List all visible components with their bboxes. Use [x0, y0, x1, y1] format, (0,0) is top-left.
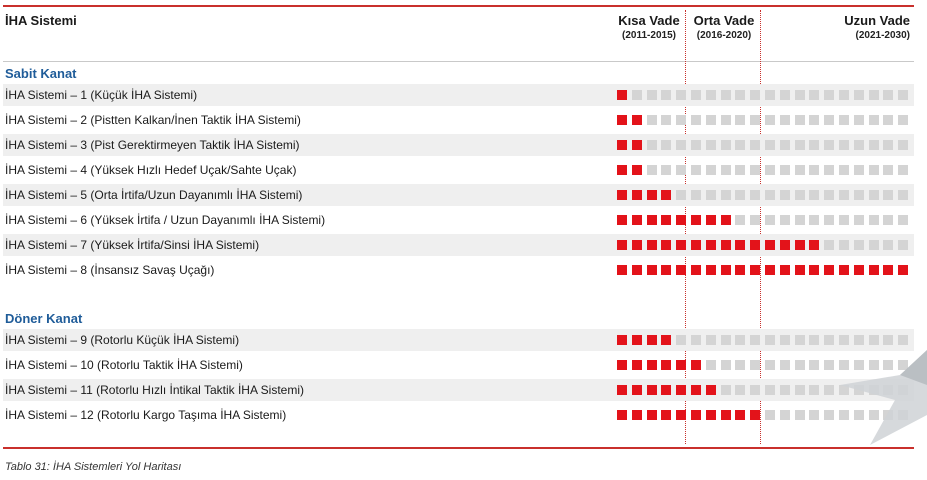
header-divider	[3, 61, 914, 62]
timeline-cell-inactive	[780, 190, 790, 200]
timeline-cell-active	[676, 215, 686, 225]
timeline-cell-active	[676, 385, 686, 395]
timeline-cell-inactive	[839, 90, 849, 100]
timeline-cell-inactive	[735, 165, 745, 175]
timeline-cell-active	[632, 165, 642, 175]
timeline-cell-inactive	[750, 140, 760, 150]
timeline-cell-inactive	[765, 215, 775, 225]
timeline-cell-inactive	[869, 335, 879, 345]
timeline-cell-active	[676, 265, 686, 275]
timeline-cell-active	[632, 215, 642, 225]
timeline-cell-inactive	[735, 385, 745, 395]
timeline-cell-inactive	[647, 115, 657, 125]
timeline-cell-inactive	[735, 90, 745, 100]
timeline-cell-inactive	[898, 240, 908, 250]
system-label: İHA Sistemi – 12 (Rotorlu Kargo Taşıma İHA Sistemi)	[5, 408, 287, 422]
timeline-cell-inactive	[824, 90, 834, 100]
timeline-cell-inactive	[824, 190, 834, 200]
table-row	[3, 404, 914, 426]
timeline-cell-active	[809, 265, 819, 275]
timeline-cell-active	[824, 265, 834, 275]
timeline-cell-inactive	[809, 115, 819, 125]
timeline-cell-inactive	[883, 190, 893, 200]
timeline-cell-inactive	[795, 335, 805, 345]
timeline-cell-inactive	[765, 335, 775, 345]
timeline-cell-inactive	[795, 115, 805, 125]
timeline-cell-inactive	[691, 90, 701, 100]
timeline-cell-active	[661, 385, 671, 395]
timeline-cell-inactive	[869, 165, 879, 175]
phase-name: Orta Vade	[693, 13, 755, 28]
timeline-cell-inactive	[735, 115, 745, 125]
timeline-cell-active	[765, 240, 775, 250]
timeline-cell-inactive	[883, 240, 893, 250]
section-title-rotary-wing: Döner Kanat	[5, 311, 83, 326]
timeline-cell-inactive	[676, 165, 686, 175]
timeline-cell-active	[617, 140, 627, 150]
timeline-cell-active	[691, 240, 701, 250]
timeline-cell-inactive	[721, 165, 731, 175]
timeline-cell-active	[617, 240, 627, 250]
system-label: İHA Sistemi – 5 (Orta İrtifa/Uzun Dayanımlı İHA Sistemi)	[5, 188, 303, 202]
timeline-cell-active	[661, 410, 671, 420]
timeline-cell-active	[706, 240, 716, 250]
timeline-cell-inactive	[706, 90, 716, 100]
timeline-cell-active	[676, 410, 686, 420]
timeline-cell-inactive	[898, 115, 908, 125]
timeline-cell-inactive	[824, 360, 834, 370]
timeline-cell-inactive	[780, 115, 790, 125]
system-label: İHA Sistemi – 8 (İnsansız Savaş Uçağı)	[5, 263, 215, 277]
timeline-cell-inactive	[750, 360, 760, 370]
timeline-cell-active	[883, 265, 893, 275]
timeline-cell-inactive	[809, 190, 819, 200]
timeline-cell-inactive	[795, 360, 805, 370]
timeline-cell-active	[765, 265, 775, 275]
bottom-red-rule	[3, 447, 914, 449]
timeline-cell-inactive	[795, 215, 805, 225]
timeline-cell-inactive	[839, 335, 849, 345]
timeline-cell-inactive	[647, 140, 657, 150]
timeline-cell-active	[661, 240, 671, 250]
timeline-cell-inactive	[854, 165, 864, 175]
timeline-cell-inactive	[780, 140, 790, 150]
timeline-cell-inactive	[809, 335, 819, 345]
timeline-cell-inactive	[824, 335, 834, 345]
timeline-cell-active	[780, 265, 790, 275]
timeline-cell-inactive	[661, 90, 671, 100]
timeline-cell-inactive	[824, 410, 834, 420]
timeline-cell-inactive	[661, 140, 671, 150]
timeline-cell-active	[706, 265, 716, 275]
system-label: İHA Sistemi – 3 (Pist Gerektirmeyen Taktik İHA Sistemi)	[5, 138, 300, 152]
timeline-cell-inactive	[809, 215, 819, 225]
timeline-cell-inactive	[647, 90, 657, 100]
phase-years: (2011-2015)	[622, 30, 676, 41]
phase-name: Uzun Vade	[844, 13, 910, 28]
timeline-cell-inactive	[795, 90, 805, 100]
timeline-cell-active	[647, 190, 657, 200]
timeline-cell-active	[661, 360, 671, 370]
timeline-cell-inactive	[883, 115, 893, 125]
timeline-cell-active	[647, 215, 657, 225]
timeline-cell-inactive	[765, 385, 775, 395]
table-row	[3, 184, 914, 206]
timeline-cell-inactive	[691, 115, 701, 125]
timeline-cell-inactive	[824, 140, 834, 150]
timeline-cell-active	[617, 335, 627, 345]
timeline-cell-inactive	[735, 190, 745, 200]
timeline-cell-active	[750, 265, 760, 275]
timeline-cell-inactive	[765, 410, 775, 420]
table-row	[3, 354, 914, 376]
phase-header-long-term	[790, 13, 910, 43]
timeline-cell-inactive	[869, 115, 879, 125]
timeline-cells	[617, 335, 917, 345]
timeline-cell-inactive	[750, 385, 760, 395]
timeline-cell-inactive	[869, 240, 879, 250]
timeline-cell-active	[691, 410, 701, 420]
timeline-cell-active	[898, 265, 908, 275]
timeline-cell-active	[617, 115, 627, 125]
timeline-cell-active	[869, 265, 879, 275]
table-row	[3, 109, 914, 131]
system-label: İHA Sistemi – 11 (Rotorlu Hızlı İntikal Taktik İHA Sistemi)	[5, 383, 304, 397]
timeline-cell-inactive	[795, 410, 805, 420]
timeline-cell-inactive	[854, 215, 864, 225]
timeline-cell-active	[691, 385, 701, 395]
timeline-cell-inactive	[780, 410, 790, 420]
system-label: İHA Sistemi – 7 (Yüksek İrtifa/Sinsi İHA Sistemi)	[5, 238, 260, 252]
phase-years: (2021-2030)	[855, 30, 910, 41]
timeline-cell-inactive	[898, 190, 908, 200]
timeline-cells	[617, 190, 917, 200]
timeline-cells	[617, 240, 917, 250]
timeline-cells	[617, 165, 917, 175]
timeline-cell-inactive	[750, 115, 760, 125]
timeline-cell-inactive	[765, 360, 775, 370]
timeline-cell-active	[617, 90, 627, 100]
timeline-cell-inactive	[839, 215, 849, 225]
timeline-cell-inactive	[721, 385, 731, 395]
timeline-cell-inactive	[780, 385, 790, 395]
section-title-fixed-wing: Sabit Kanat	[5, 66, 77, 81]
timeline-cell-inactive	[839, 165, 849, 175]
timeline-cell-inactive	[824, 240, 834, 250]
timeline-cell-inactive	[721, 190, 731, 200]
timeline-cell-inactive	[780, 165, 790, 175]
timeline-cell-active	[691, 360, 701, 370]
timeline-cell-inactive	[721, 90, 731, 100]
table-row	[3, 259, 914, 281]
timeline-cell-inactive	[691, 140, 701, 150]
timeline-cell-inactive	[721, 360, 731, 370]
timeline-cell-active	[617, 190, 627, 200]
timeline-cell-inactive	[706, 360, 716, 370]
timeline-cell-inactive	[869, 90, 879, 100]
timeline-cell-active	[647, 265, 657, 275]
timeline-cell-inactive	[735, 335, 745, 345]
table-row	[3, 159, 914, 181]
timeline-cell-inactive	[765, 165, 775, 175]
table-row	[3, 329, 914, 351]
timeline-cell-inactive	[854, 90, 864, 100]
timeline-cell-inactive	[839, 115, 849, 125]
timeline-cell-inactive	[750, 165, 760, 175]
timeline-cell-inactive	[706, 190, 716, 200]
timeline-cell-inactive	[721, 115, 731, 125]
timeline-cell-active	[721, 265, 731, 275]
timeline-cell-active	[617, 215, 627, 225]
timeline-cell-active	[706, 215, 716, 225]
timeline-cell-inactive	[883, 335, 893, 345]
aircraft-silhouette-icon	[840, 345, 927, 445]
timeline-cell-active	[809, 240, 819, 250]
timeline-cell-inactive	[706, 335, 716, 345]
timeline-cell-active	[632, 190, 642, 200]
phase-years: (2016-2020)	[696, 30, 752, 41]
timeline-cell-active	[617, 385, 627, 395]
timeline-cell-inactive	[735, 140, 745, 150]
timeline-cell-active	[647, 335, 657, 345]
timeline-cell-inactive	[869, 190, 879, 200]
timeline-cell-active	[706, 385, 716, 395]
timeline-cell-inactive	[824, 115, 834, 125]
timeline-cell-inactive	[765, 140, 775, 150]
timeline-cell-inactive	[824, 385, 834, 395]
timeline-cell-inactive	[898, 140, 908, 150]
phase-header-mid-term	[688, 13, 760, 43]
timeline-cell-active	[632, 360, 642, 370]
timeline-cell-active	[795, 240, 805, 250]
timeline-cell-active	[632, 385, 642, 395]
timeline-cell-active	[617, 165, 627, 175]
timeline-cell-inactive	[898, 165, 908, 175]
timeline-cell-inactive	[824, 215, 834, 225]
system-label: İHA Sistemi – 4 (Yüksek Hızlı Hedef Uçak/Sahte Uçak)	[5, 163, 297, 177]
timeline-cell-inactive	[676, 115, 686, 125]
top-red-rule	[3, 5, 914, 7]
timeline-cell-inactive	[706, 115, 716, 125]
timeline-cell-active	[735, 410, 745, 420]
timeline-cell-active	[795, 265, 805, 275]
timeline-cell-inactive	[676, 190, 686, 200]
timeline-cell-inactive	[721, 335, 731, 345]
timeline-cell-inactive	[883, 165, 893, 175]
timeline-cell-active	[632, 240, 642, 250]
timeline-cell-active	[632, 115, 642, 125]
timeline-cell-active	[676, 240, 686, 250]
timeline-cell-active	[721, 240, 731, 250]
timeline-cell-inactive	[676, 140, 686, 150]
timeline-cell-inactive	[661, 115, 671, 125]
timeline-cell-active	[617, 265, 627, 275]
timeline-cell-active	[750, 240, 760, 250]
system-label: İHA Sistemi – 1 (Küçük İHA Sistemi)	[5, 88, 198, 102]
table-row	[3, 234, 914, 256]
timeline-cells	[617, 115, 917, 125]
timeline-cell-active	[632, 140, 642, 150]
timeline-cell-inactive	[735, 215, 745, 225]
timeline-cell-inactive	[721, 140, 731, 150]
timeline-cell-inactive	[750, 335, 760, 345]
timeline-cell-inactive	[809, 385, 819, 395]
table-row	[3, 84, 914, 106]
timeline-cell-inactive	[839, 190, 849, 200]
timeline-cell-inactive	[854, 115, 864, 125]
timeline-cell-active	[632, 410, 642, 420]
timeline-cells	[617, 90, 917, 100]
timeline-cell-active	[691, 215, 701, 225]
system-label: İHA Sistemi – 2 (Pistten Kalkan/İnen Taktik İHA Sistemi)	[5, 113, 301, 127]
timeline-cell-inactive	[780, 215, 790, 225]
timeline-cell-inactive	[780, 335, 790, 345]
timeline-cell-inactive	[839, 140, 849, 150]
timeline-cell-active	[721, 410, 731, 420]
phase-header-short-term	[614, 13, 684, 43]
timeline-cell-active	[661, 265, 671, 275]
timeline-cell-active	[647, 240, 657, 250]
timeline-cell-inactive	[854, 240, 864, 250]
timeline-cell-inactive	[854, 335, 864, 345]
system-label: İHA Sistemi – 9 (Rotorlu Küçük İHA Sistemi)	[5, 333, 240, 347]
phase-name: Kısa Vade	[618, 13, 680, 28]
timeline-cell-inactive	[824, 165, 834, 175]
timeline-cell-inactive	[795, 385, 805, 395]
timeline-cell-inactive	[647, 165, 657, 175]
timeline-cell-inactive	[854, 140, 864, 150]
timeline-cell-inactive	[883, 215, 893, 225]
timeline-cell-inactive	[898, 215, 908, 225]
timeline-cell-inactive	[883, 90, 893, 100]
timeline-cells	[617, 215, 917, 225]
timeline-cell-active	[661, 215, 671, 225]
timeline-cell-active	[721, 215, 731, 225]
system-label: İHA Sistemi – 10 (Rotorlu Taktik İHA Sistemi)	[5, 358, 243, 372]
timeline-cell-inactive	[839, 240, 849, 250]
timeline-cell-inactive	[676, 335, 686, 345]
timeline-cell-inactive	[765, 90, 775, 100]
timeline-cell-inactive	[780, 90, 790, 100]
timeline-cell-inactive	[809, 165, 819, 175]
timeline-cell-inactive	[809, 410, 819, 420]
timeline-cell-active	[706, 410, 716, 420]
timeline-cell-active	[617, 360, 627, 370]
timeline-cell-inactive	[765, 190, 775, 200]
timeline-cell-inactive	[706, 165, 716, 175]
timeline-cell-inactive	[706, 140, 716, 150]
timeline-cell-inactive	[780, 360, 790, 370]
timeline-cell-active	[839, 265, 849, 275]
timeline-cell-active	[735, 265, 745, 275]
timeline-cell-inactive	[691, 165, 701, 175]
timeline-cell-active	[750, 410, 760, 420]
timeline-cell-inactive	[676, 90, 686, 100]
timeline-cell-active	[617, 410, 627, 420]
timeline-cell-active	[632, 265, 642, 275]
timeline-cell-active	[661, 190, 671, 200]
timeline-cell-active	[676, 360, 686, 370]
timeline-cell-active	[854, 265, 864, 275]
timeline-cell-inactive	[750, 190, 760, 200]
table-row	[3, 379, 914, 401]
timeline-cells	[617, 140, 917, 150]
timeline-cell-inactive	[869, 215, 879, 225]
timeline-cell-inactive	[750, 90, 760, 100]
timeline-cells	[617, 265, 917, 275]
timeline-cell-inactive	[809, 90, 819, 100]
timeline-cell-inactive	[869, 140, 879, 150]
timeline-cell-inactive	[765, 115, 775, 125]
timeline-cell-active	[691, 265, 701, 275]
system-label: İHA Sistemi – 6 (Yüksek İrtifa / Uzun Dayanımlı İHA Sistemi)	[5, 213, 326, 227]
timeline-cell-inactive	[735, 360, 745, 370]
timeline-cell-inactive	[691, 190, 701, 200]
timeline-cell-inactive	[795, 190, 805, 200]
table-row	[3, 134, 914, 156]
timeline-cell-inactive	[661, 165, 671, 175]
timeline-cell-inactive	[632, 90, 642, 100]
timeline-cell-active	[735, 240, 745, 250]
timeline-cell-inactive	[795, 165, 805, 175]
timeline-cell-inactive	[898, 335, 908, 345]
timeline-cell-active	[661, 335, 671, 345]
table-caption: Tablo 31: İHA Sistemleri Yol Haritası	[5, 461, 182, 473]
timeline-cell-inactive	[809, 360, 819, 370]
column-header-system: İHA Sistemi	[5, 13, 77, 28]
timeline-cell-active	[647, 360, 657, 370]
timeline-cell-active	[632, 335, 642, 345]
timeline-cell-active	[780, 240, 790, 250]
timeline-cell-inactive	[795, 140, 805, 150]
timeline-cell-inactive	[750, 215, 760, 225]
timeline-cell-inactive	[691, 335, 701, 345]
timeline-cell-active	[647, 410, 657, 420]
table-row	[3, 209, 914, 231]
timeline-cell-inactive	[898, 90, 908, 100]
timeline-cell-active	[647, 385, 657, 395]
timeline-cell-inactive	[883, 140, 893, 150]
timeline-cell-inactive	[809, 140, 819, 150]
timeline-cell-inactive	[854, 190, 864, 200]
